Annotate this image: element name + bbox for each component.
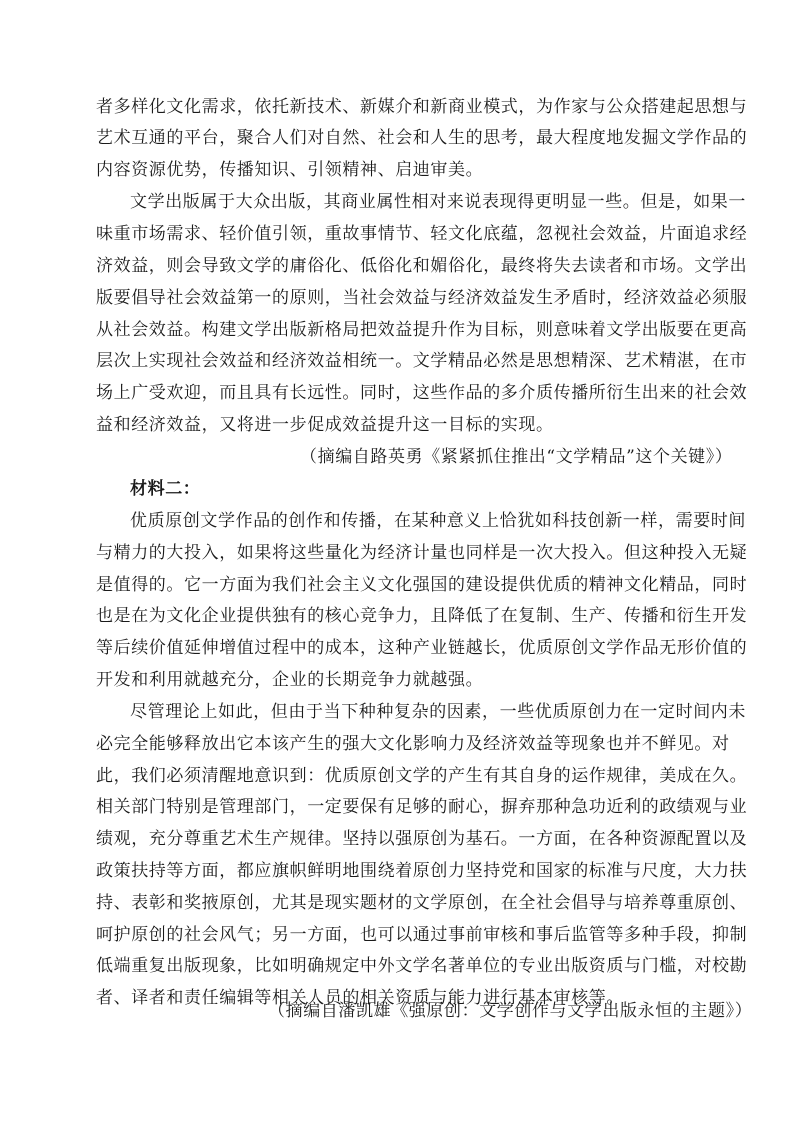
paragraph-1-line-2: 艺术互通的平台，聚合人们对自然、社会和人生的思考，最大程度地发掘文学作品的 <box>96 128 748 148</box>
material-two-heading: 材料二： <box>130 479 201 499</box>
paragraph-2-line-5: 从社会效益。构建文学出版新格局把效益提升作为目标，则意味着文学出版要在更高 <box>96 320 748 340</box>
paragraph-1-line-1: 者多样化文化需求，依托新技术、新媒介和新商业模式，为作家与公众搭建起思想与 <box>96 97 748 117</box>
paragraph-2-line-4: 版要倡导社会效益第一的原则，当社会效益与经济效益发生矛盾时，经济效益必须服 <box>96 288 748 308</box>
paragraph-4-line-8: 呵护原创的社会风气；另一方面，也可以通过事前审核和事后监管等多种手段，抑制 <box>96 925 748 945</box>
paragraph-3-line-4: 也是在为文化企业提供独有的核心竞争力，且降低了在复制、生产、传播和衍生开发 <box>96 606 748 626</box>
paragraph-4-line-7: 持、表彰和奖掖原创，尤其是现实题材的文学原创，在全社会倡导与培养尊重原创、 <box>96 893 748 913</box>
paragraph-4-line-5: 绩观，充分尊重艺术生产规律。坚持以强原创为基石。一方面，在各种资源配置以及 <box>96 829 748 849</box>
paragraph-3-line-3: 是值得的。它一方面为我们社会主义文化强国的建设提供优质的精神文化精品，同时 <box>96 575 748 595</box>
paragraph-4-line-6: 政策扶持等方面，都应旗帜鲜明地围绕着原创力坚持党和国家的标准与尺度，大力扶 <box>96 861 748 881</box>
paragraph-2-line-7: 场上广受欢迎，而且具有长远性。同时，这些作品的多介质传播所衍生出来的社会效 <box>96 383 748 403</box>
paragraph-3-line-6: 开发和利用就越充分，企业的长期竞争力就越强。 <box>96 670 484 690</box>
paragraph-4-line-1: 尽管理论上如此，但由于当下种种复杂的因素，一些优质原创力在一定时间内未 <box>130 702 746 722</box>
paragraph-3-line-2: 与精力的大投入，如果将这些量化为经济计量也同样是一次大投入。但这种投入无疑 <box>96 543 748 563</box>
paragraph-2-line-6: 层次上实现社会效益和经济效益相统一。文学精品必然是思想精深、艺术精湛，在市 <box>96 351 748 371</box>
paragraph-4-line-2: 必完全能够释放出它本该产生的强大文化影响力及经济效益等现象也并不鲜见。对 <box>96 734 730 754</box>
paragraph-4-line-3: 此，我们必须清醒地意识到：优质原创文学的产生有其自身的运作规律，美成在久。 <box>96 766 748 786</box>
paragraph-2-line-3: 济效益，则会导致文学的庸俗化、低俗化和媚俗化，最终将失去读者和市场。文学出 <box>96 256 748 276</box>
source-citation-2: （摘编自潘凯雄《强原创：文学创作与文学出版永恒的主题》） <box>268 1001 753 1021</box>
paragraph-2-line-1: 文学出版属于大众出版，其商业属性相对来说表现得更明显一些。但是，如果一 <box>130 192 746 212</box>
paragraph-3-line-1: 优质原创文学作品的创作和传播，在某种意义上恰犹如科技创新一样，需要时间 <box>130 511 746 531</box>
paragraph-1-line-3: 内容资源优势，传播知识、引领精神、启迪审美。 <box>96 160 484 180</box>
paragraph-4-line-10: 者、译者和责任编辑等相关人员的相关资质与能力进行基本审核等。 <box>96 988 624 1008</box>
paragraph-4-line-4: 相关部门特别是管理部门，一定要保有足够的耐心，摒弃那种急功近利的政绩观与业 <box>96 797 748 817</box>
paragraph-4-line-9: 低端重复出版现象，比如明确规定中外文学名著单位的专业出版资质与门槛，对校勘 <box>96 956 748 976</box>
paragraph-2-line-2: 味重市场需求、轻价值引领，重故事情节、轻文化底蕴，忽视社会效益，片面追求经 <box>96 224 748 244</box>
paragraph-3-line-5: 等后续价值延伸增值过程中的成本，这种产业链越长，优质原创文学作品无形价值的 <box>96 638 748 658</box>
paragraph-2-line-8: 益和经济效益，又将进一步促成效益提升这一目标的实现。 <box>96 415 554 435</box>
source-citation-1: （摘编自路英勇《紧紧抓住推出“文学精品”这个关键》） <box>300 447 733 467</box>
